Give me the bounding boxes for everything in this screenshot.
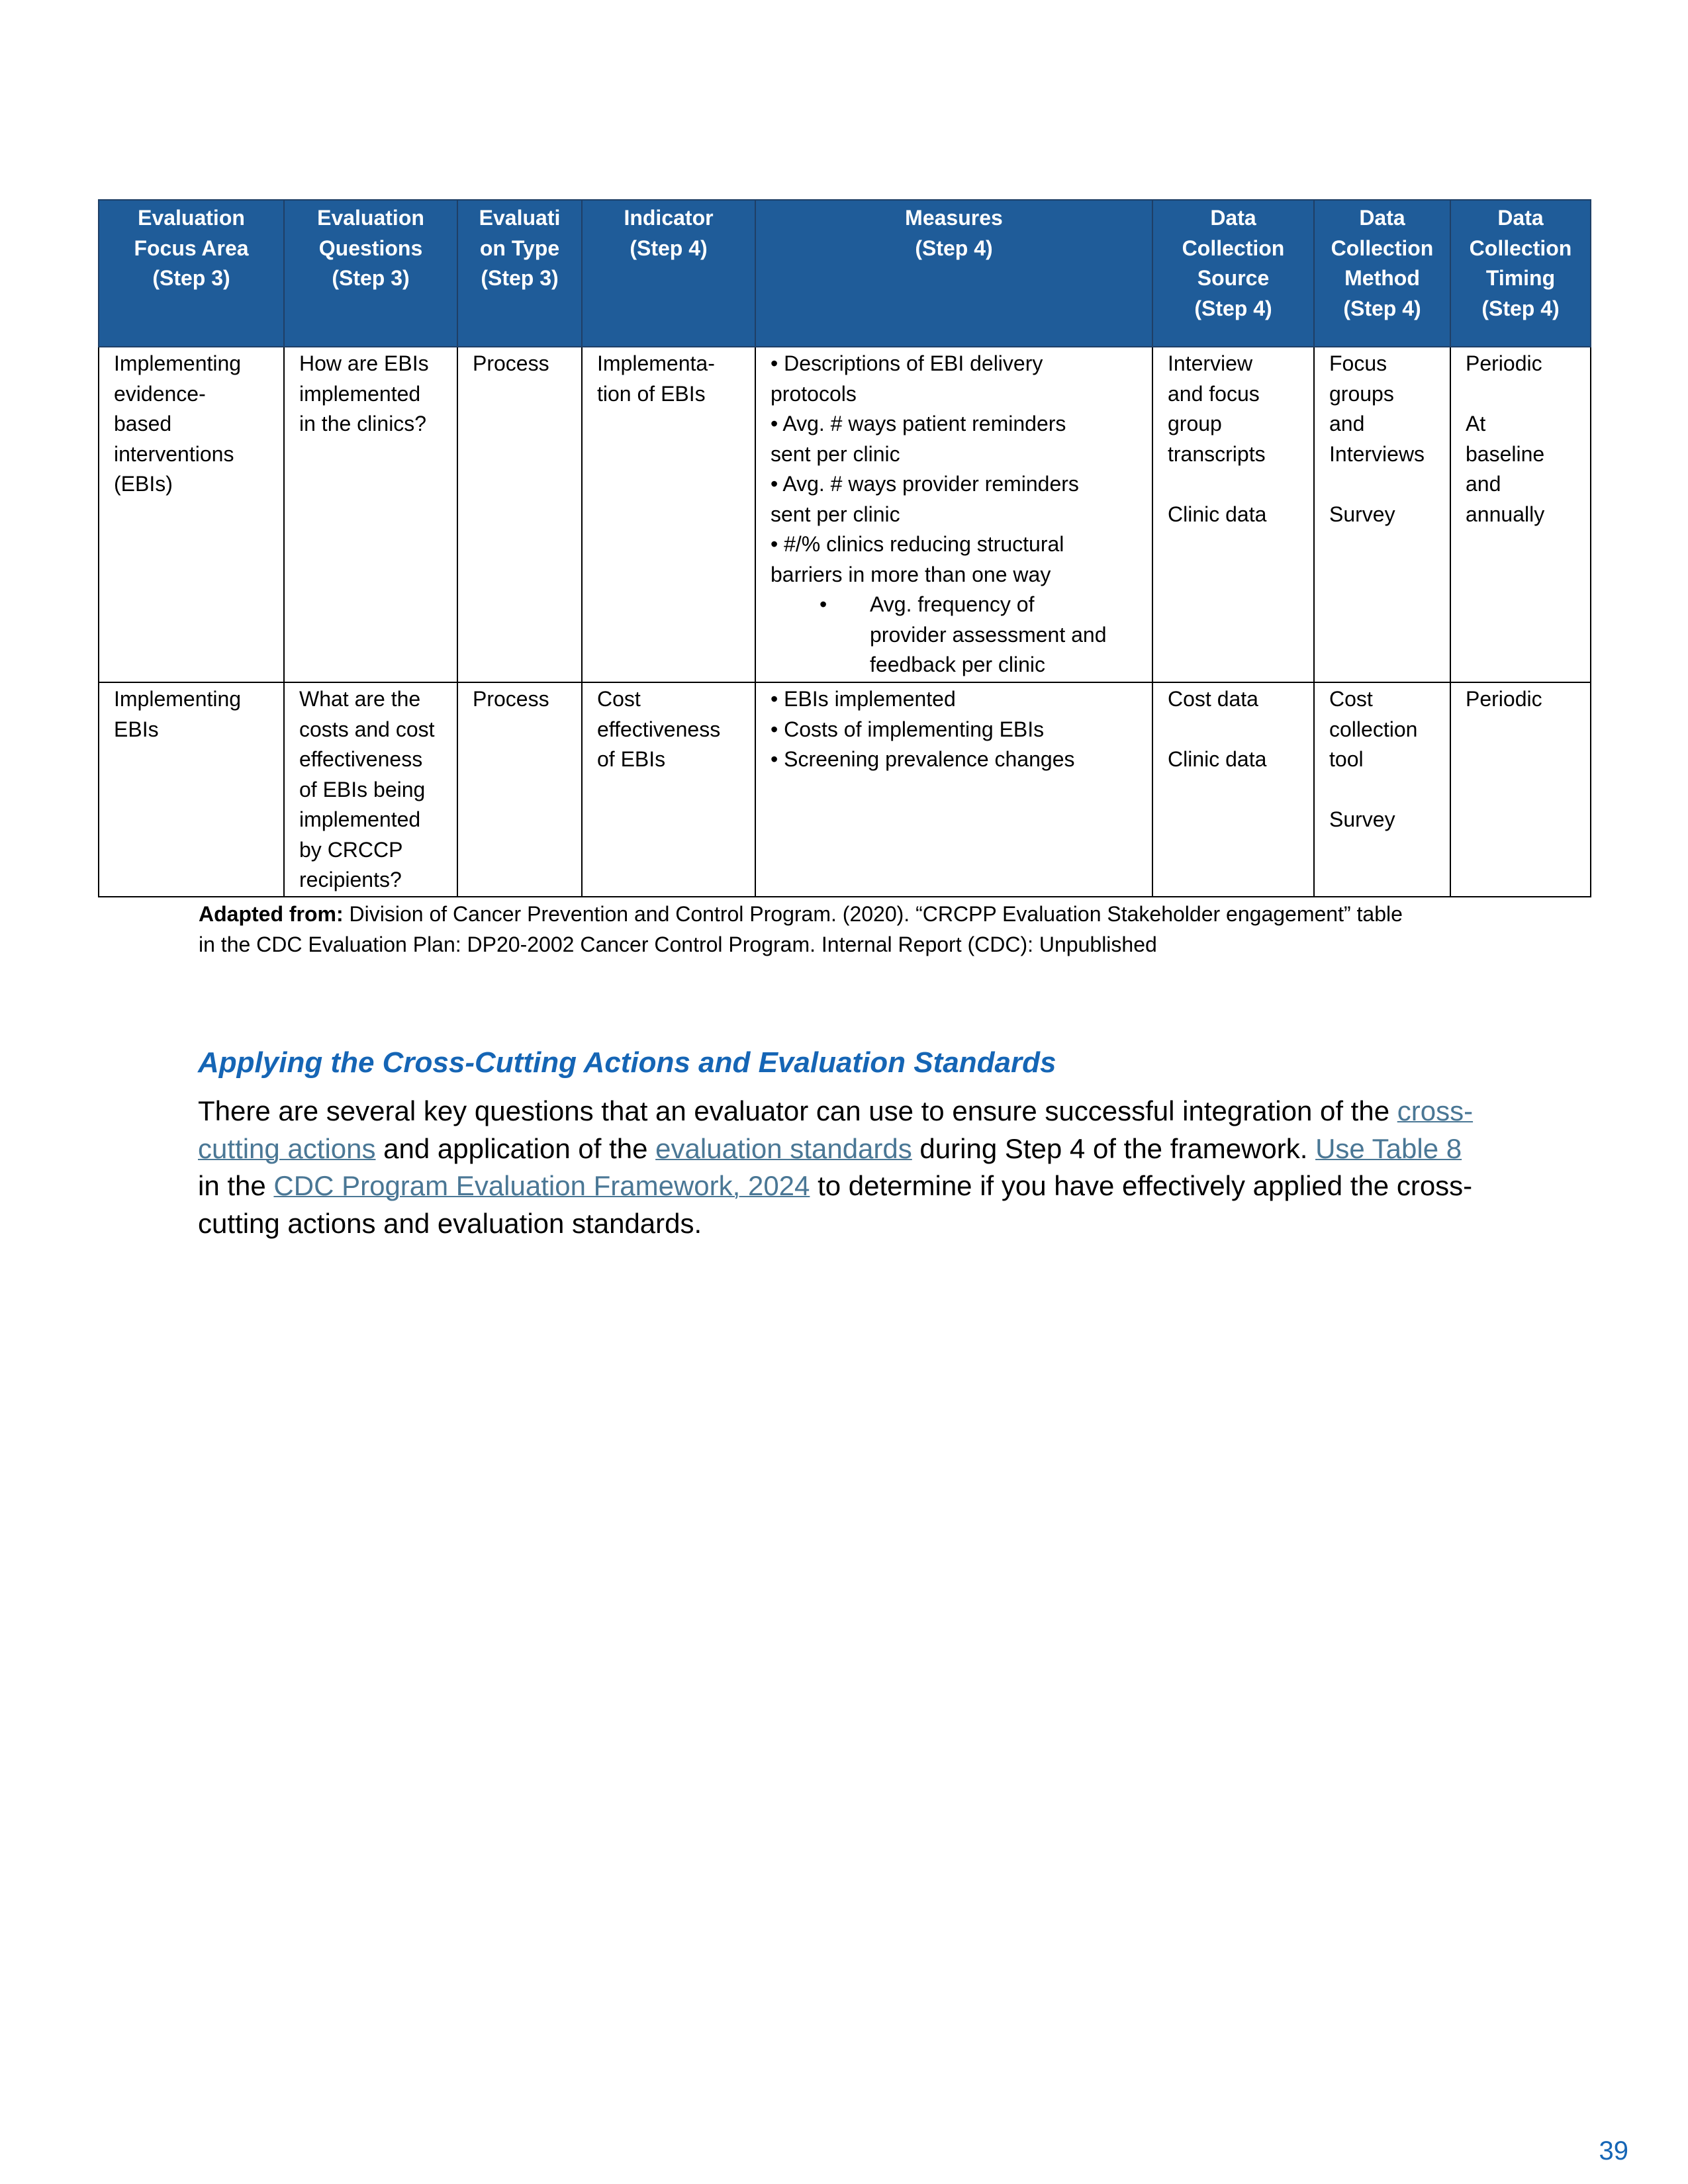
cell-line: Method [1344, 266, 1420, 290]
cell-line: Process [473, 687, 549, 711]
table-row [99, 347, 1591, 682]
cell-line: • #/% clinics reducing structural [771, 532, 1064, 556]
cell-spacer [1168, 715, 1300, 745]
cell-line: • Descriptions of EBI delivery [771, 351, 1043, 375]
cell-line: Indicator [624, 206, 714, 230]
cell-line: EBIs [114, 717, 159, 741]
cell-line: in the clinics? [299, 412, 427, 435]
table-source-note [199, 899, 1403, 960]
source-label: Adapted from: [199, 902, 344, 926]
cell-line: tion of EBIs [597, 381, 706, 406]
cell-line: (Step 3) [332, 266, 410, 290]
cell-line: barriers in more than one way [771, 562, 1051, 586]
cell-line: sent per clinic [771, 502, 900, 526]
cell-line: protocols [771, 381, 857, 406]
cell-line: (Step 4) [915, 236, 993, 260]
cell-line: Evaluation [138, 206, 245, 230]
cell-spacer [1168, 469, 1300, 500]
cell-sub-line: • Avg. frequency of [771, 590, 1139, 620]
paragraph-line-1 [198, 1093, 1473, 1130]
cell-line: evidence- [114, 381, 206, 406]
cell-line: (Step 4) [630, 236, 708, 260]
cell-line: Clinic data [1168, 502, 1267, 526]
cell-line: and focus [1168, 381, 1260, 406]
header-cell-indicator [582, 200, 755, 347]
cell-questions [284, 682, 457, 897]
cross-cutting-actions-link[interactable]: cutting actions [198, 1132, 376, 1164]
cell-line: and [1466, 472, 1501, 496]
cell-line: annually [1466, 502, 1545, 526]
cell-line: • Avg. # ways patient reminders [771, 412, 1066, 435]
cell-line: by CRCCP [299, 837, 403, 862]
page-number: 39 [1599, 2136, 1628, 2165]
cell-line: Interview [1168, 351, 1253, 375]
evaluation-table [98, 199, 1591, 897]
cell-line: Implementa- [597, 351, 715, 375]
section-paragraph [198, 1093, 1473, 1242]
cell-line: (Step 3) [481, 266, 559, 290]
cell-method [1314, 682, 1450, 897]
table-header-row [99, 200, 1591, 347]
paragraph-line-3 [198, 1167, 1473, 1205]
cell-line: At [1466, 412, 1486, 435]
cell-spacer [1329, 775, 1436, 805]
use-table-8-link[interactable]: Use Table 8 [1315, 1132, 1462, 1164]
header-cell-type [457, 200, 582, 347]
cell-line: Questions [318, 236, 423, 260]
cell-line: interventions [114, 441, 234, 466]
cell-line: of EBIs [597, 747, 666, 771]
cell-line: effectiveness [597, 717, 721, 741]
paragraph-text: cutting actions and evaluation standards. [198, 1207, 702, 1239]
cell-line: Collection [1331, 236, 1434, 260]
cell-line: based [114, 412, 172, 435]
cell-line: Evaluation [317, 206, 424, 230]
cell-line: Survey [1329, 502, 1395, 526]
cell-line: implemented [299, 381, 421, 406]
cell-line: Timing [1485, 266, 1556, 290]
section-heading: Applying the Cross-Cutting Actions and Evaluation Standards [198, 1046, 1056, 1079]
cell-line: (EBIs) [114, 472, 173, 496]
cell-line: Focus [1329, 351, 1387, 375]
source-line-1 [199, 899, 1403, 930]
cell-line: Data [1359, 206, 1405, 230]
header-cell-method [1314, 200, 1450, 347]
cell-line: (Step 4) [1194, 296, 1272, 320]
cell-measures [755, 682, 1152, 897]
cell-line: Periodic [1466, 687, 1542, 711]
cell-focus-area [99, 682, 284, 897]
evaluation-standards-link[interactable]: evaluation standards [655, 1132, 912, 1164]
source-text-2: in the CDC Evaluation Plan: DP20-2002 Cancer Control Program. Internal Report (CDC): Unpublished [199, 932, 1157, 956]
cell-line: (Step 3) [152, 266, 230, 290]
cell-line: • Avg. # ways provider reminders [771, 472, 1079, 496]
cell-line: Interviews [1329, 441, 1425, 466]
cell-type [457, 682, 582, 897]
cell-line: on Type [479, 236, 560, 260]
cell-line: groups [1329, 381, 1394, 406]
cell-line: Survey [1329, 807, 1395, 831]
cell-line: What are the [299, 687, 421, 711]
cross-cutting-actions-link[interactable]: cross- [1397, 1095, 1474, 1126]
cell-source [1152, 347, 1314, 682]
cell-line: Implementing [114, 687, 242, 711]
paragraph-text: There are several key questions that an evaluator can use to ensure successful integration of the [198, 1095, 1397, 1126]
cell-sub-line: feedback per clinic [870, 653, 1046, 676]
cell-line: recipients? [299, 868, 402, 891]
cell-line: Focus Area [134, 236, 249, 260]
cell-line: effectiveness [299, 747, 423, 771]
paragraph-text: during Step 4 of the framework. [912, 1132, 1316, 1164]
cell-line: Measures [905, 206, 1003, 230]
cell-line: • Screening prevalence changes [771, 747, 1075, 771]
cell-line: (Step 4) [1481, 296, 1560, 320]
header-cell-source [1152, 200, 1314, 347]
cell-indicator [582, 347, 755, 682]
header-cell-measures [755, 200, 1152, 347]
cell-line: transcripts [1168, 441, 1266, 466]
cell-sub-line: provider assessment and [870, 622, 1107, 647]
cell-method [1314, 347, 1450, 682]
cell-line: group [1168, 412, 1222, 435]
cell-line: of EBIs being [299, 777, 426, 801]
cell-line: costs and cost [299, 717, 435, 741]
paragraph-text: in the [198, 1170, 274, 1201]
cell-indicator [582, 682, 755, 897]
cell-line: Process [473, 351, 549, 375]
table-row [99, 682, 1591, 897]
source-text-1: Division of Cancer Prevention and Control Program. (2020). “CRCPP Evaluation Stakeholder engagement” table [343, 902, 1403, 926]
cell-line: Clinic data [1168, 747, 1267, 771]
paragraph-text: and application of the [375, 1132, 656, 1164]
cell-line: Implementing [114, 351, 242, 375]
paragraph-line-2 [198, 1130, 1473, 1168]
cell-questions [284, 347, 457, 682]
cell-line: Cost [597, 687, 641, 711]
cell-line: baseline [1466, 441, 1545, 466]
cdc-framework-link[interactable]: CDC Program Evaluation Framework, 2024 [273, 1170, 810, 1201]
cell-source [1152, 682, 1314, 897]
paragraph-text: to determine if you have effectively applied the cross- [810, 1170, 1473, 1201]
cell-line: Collection [1469, 236, 1572, 260]
cell-line: Data [1210, 206, 1256, 230]
cell-line: Evaluati [479, 206, 561, 230]
cell-line: Source [1197, 266, 1270, 290]
cell-line: implemented [299, 807, 421, 831]
cell-line: tool [1329, 747, 1364, 771]
cell-type [457, 347, 582, 682]
header-cell-focus-area [99, 200, 284, 347]
cell-line: collection [1329, 717, 1418, 741]
cell-line: sent per clinic [771, 441, 900, 466]
header-cell-timing [1450, 200, 1591, 347]
cell-line: and [1329, 412, 1365, 435]
cell-line: Cost [1329, 687, 1373, 711]
cell-line: How are EBIs [299, 351, 429, 375]
cell-line: (Step 4) [1343, 296, 1421, 320]
cell-line: Periodic [1466, 351, 1542, 375]
cell-line: • EBIs implemented [771, 687, 956, 711]
cell-spacer [1329, 469, 1436, 500]
header-cell-questions [284, 200, 457, 347]
cell-focus-area [99, 347, 284, 682]
cell-measures [755, 347, 1152, 682]
cell-line: Cost data [1168, 687, 1258, 711]
cell-line: Data [1497, 206, 1544, 230]
cell-spacer [1466, 379, 1577, 410]
cell-line: Collection [1182, 236, 1285, 260]
cell-line: • Costs of implementing EBIs [771, 717, 1045, 741]
cell-timing [1450, 347, 1591, 682]
cell-timing [1450, 682, 1591, 897]
